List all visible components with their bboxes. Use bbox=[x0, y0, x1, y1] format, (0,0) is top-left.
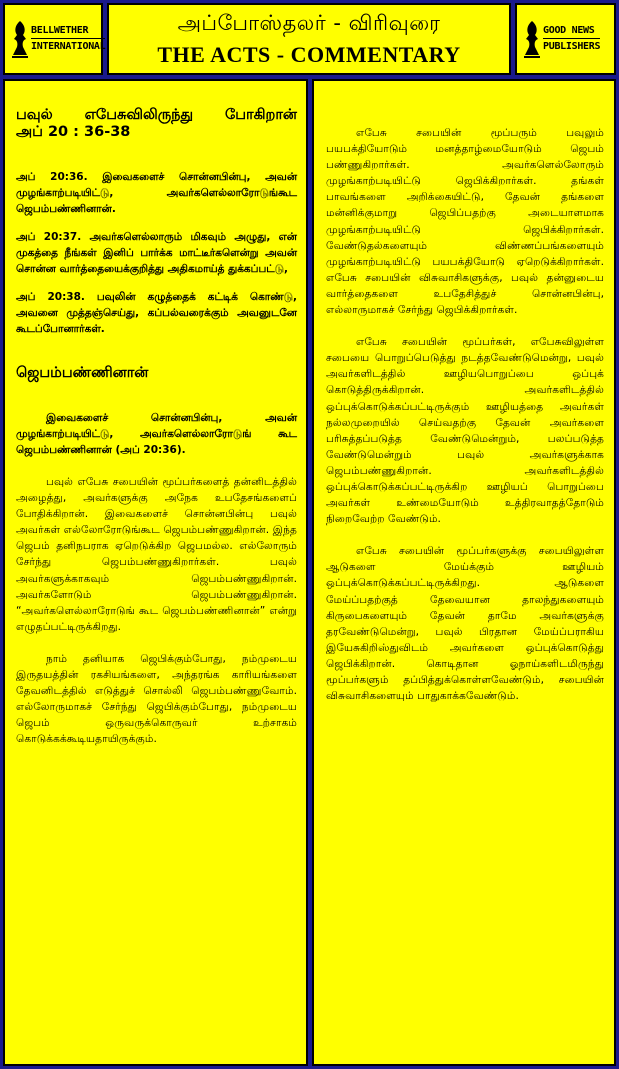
header-title bbox=[107, 3, 511, 75]
title-tamil: அப்போஸ்தலர் - விரிவுரை bbox=[177, 11, 441, 35]
right-column bbox=[312, 79, 616, 1066]
bellwether-logo bbox=[3, 3, 106, 75]
good-news-icon bbox=[523, 19, 541, 59]
right-paragraph-3: எபேசு சபையின் மூப்பர்களுக்கு சபையிலுள்ள ஆடுகளை மேய்க்கும் ஊழியம் ஒப்புக்கொடுக்கப்பட்டிருக்கிறது. ஆடுகளை மேய்ப்பதற்குத் தேவையான தாலந்துகளையும் கிருபைகளையும் தேவன் தாமே அவர்களுக்கு தரவேண்டுமென்று, பவுல் பிரதான மேய்ப்பராகிய இயேசுகிறிஸ்துவிடம் அவர்களை ஒப்புக்கொடுத்து ஜெபிக்கிறான். கொடிதான ஓநாய்களிடமிருந்து மூப்பர்களும் தப்பித்துக்கொள்ளவேண்டும், சபையின் விசுவாசிகளையும் பாதுகாக்கவேண்டும். bbox=[326, 544, 604, 703]
subheading: ஜெபம்பண்ணினான் bbox=[16, 365, 149, 381]
left-paragraph-1: பவுல் எபேசு சபையின் மூப்பர்களைத் தன்னிடத்தில் அழைத்து, அவர்களுக்கு அநேக உபதேசங்களைப் போதிக்கிறான். இவைகளைச் சொன்னபின்பு பவுல் அவர்கள் எல்லோரோடுங்கூட ஜெபம்பண்ணுகிறான். இந்த ஜெபம் தனிநபராக ஏறெடுக்கிற ஜெபமல்ல. எல்லோரும் சேர்ந்து ஜெபம்பண்ணுகிறார்கள். பவுல் அவர்களுக்காகவும் ஜெபம்பண்ணுகிறான். அவர்களோடும் ஜெபம்பண்ணுகிறான். “அவர்களெல்லாரோடுங் கூட ஜெபம்பண்ணினான்” என்று எழுதப்பட்டிருக்கிறது. bbox=[16, 475, 297, 633]
good-news-logo bbox=[515, 3, 616, 75]
bellwether-icon bbox=[11, 19, 29, 59]
right-paragraph-1: எபேசு சபையின் மூப்பரும் பவுலும் பயபக்தியோடும் மனத்தாழ்மையோடும் ஜெபம் பண்ணுகிறார்கள். அவர்களெல்லோரும் முழங்காற்படியிட்டு ஜெபிக்கிறார்கள். தங்கள் பாவங்களை அறிக்கையிட்டு, தேவன் தங்களை மன்னிக்குமாறு ஜெபிப்பதற்கு அடையாளமாக முழங்காற்படியிட்டு ஜெபிக்கிறார்கள். வேண்டுதல்களையும் விண்ணப்பங்களையும் முழங்காற்படியிட்டு பயபக்தியோடு ஏறெடுக்கிறார்கள். எபேசு சபையின் விசுவாசிகளுக்கு, பவுல் தன்னுடைய வார்த்தைகளை உபதேசித்துச் சொன்னபின்பு, எல்லாருமாகச் சேர்ந்து ஜெபிக்கிறார்கள். bbox=[326, 126, 604, 317]
verse-37: அப் 20:37. அவர்களெல்லாரும் மிகவும் அழுது, என் முகத்தை நீங்கள் இனிப் பார்க்க மாட்டீர்களென்று அவன் சொன்ன வார்த்தையைக்குறித்து அதிகமாய்த் துக்கப்பட்டு, bbox=[16, 231, 297, 275]
article-reference: அப் 20 : 36-38 bbox=[16, 124, 131, 140]
right-paragraph-2: எபேசு சபையின் மூப்பர்கள், எபேசுவிலுள்ள சபையை பொறுப்பெடுத்து நடத்தவேண்டுமென்று, பவுல் அவர்களிடத்தில் ஊழியபொறுப்பை ஒப்புக் கொடுத்திருக்கிறான். அவர்களிடத்தில் ஒப்புக்கொடுக்கப்பட்டிருக்கும் ஊழியத்தை அவர்கள் நல்லமுறையில் செய்வதற்கு தேவன் அவர்களை பரிசுத்தப்படுத்த வேண்டுமென்றும், பலப்படுத்த வேண்டுமென்றும் பவுல் அவர்களுக்காக ஜெபம்பண்ணுகிறான். அவர்களிடத்தில் ஒப்புக்கொடுக்கப்பட்டிருக்கிற ஊழியப் பொறுப்பை அவர்கள் உண்மையோடும் உத்திரவாதத்தோடும் நிறைவேற்ற வேண்டும். bbox=[326, 335, 604, 526]
left-logo-line1: BELLWETHER bbox=[31, 23, 105, 39]
left-logo-line2: INTERNATIONAL bbox=[31, 41, 106, 52]
article-title: பவுல் எபேசுவிலிருந்து போகிறான் bbox=[16, 107, 297, 123]
verse-38: அப் 20:38. பவுலின் கழுத்தைக் கட்டிக் கொண்டு, அவனை முத்தஞ்செய்து, கப்பல்வரைக்கும் அவனுடனே கூடப்போனார்கள். bbox=[16, 291, 297, 335]
key-quote: இவைகளைச் சொன்னபின்பு, அவன் முழங்காற்படியிட்டு, அவர்களெல்லாரோடுங் கூட ஜெபம்பண்ணினான் (அப் 20:36). bbox=[16, 412, 297, 456]
verse-36: அப் 20:36. இவைகளைச் சொன்னபின்பு, அவன் முழங்காற்படியிட்டு, அவர்களெல்லாரோடுங்கூட ஜெபம்பண்ணினான். bbox=[16, 171, 297, 215]
left-paragraph-2: நாம் தனியாக ஜெபிக்கும்போது, நம்முடைய இருதயத்தின் ரகசியங்களை, அந்தரங்க காரியங்களை தேவனிடத்தில் எடுத்துச் சொல்லி ஜெபம்பண்ணுவோம். எல்லோருமாகச் சேர்ந்து ஜெபிக்கும்போது, நம்முடைய ஜெபம் ஒருவருக்கொருவர் உற்சாகம் கொடுக்கக்கூடியதாயிருக்கும். bbox=[16, 651, 297, 746]
right-logo-line2: PUBLISHERS bbox=[543, 41, 601, 52]
left-column bbox=[3, 79, 308, 1066]
title-english: THE ACTS - COMMENTARY bbox=[157, 42, 461, 67]
right-logo-line1: GOOD NEWS bbox=[543, 23, 600, 39]
